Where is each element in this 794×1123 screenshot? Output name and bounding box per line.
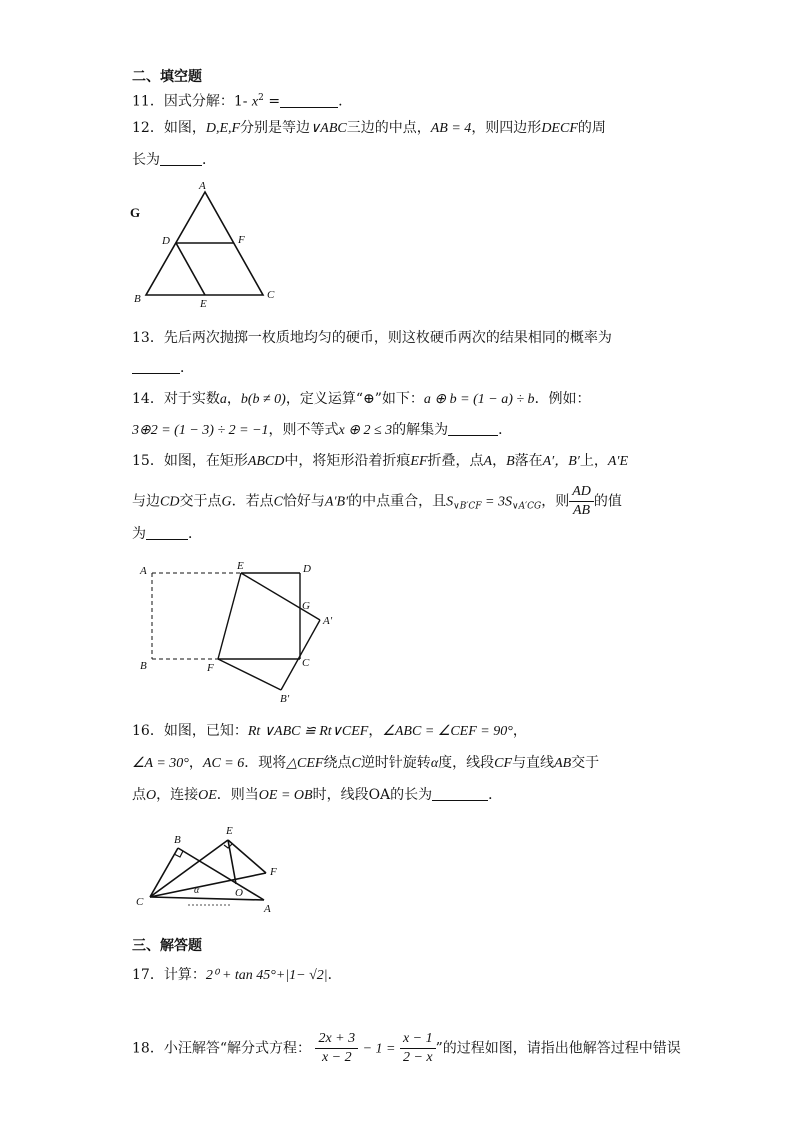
fig12-label-d: D [162, 235, 170, 247]
section-answer: 三、解答题 [132, 938, 202, 954]
q14-text: ．例如： [534, 391, 591, 407]
q16-angle-a: ∠A = 30° [132, 756, 189, 771]
q14-var-a: a [219, 392, 227, 407]
q11-var: x [251, 94, 259, 110]
fig15-label-a: A [140, 565, 147, 577]
q12-text: 的周 [577, 120, 606, 136]
q18-text: 小汪解答“解分式方程： [163, 1040, 311, 1057]
q14-inequality: x ⊕ 2 ≤ 3 [338, 423, 393, 438]
fig16-label-f: F [270, 866, 277, 878]
q12-text: 分别是等边 [240, 120, 311, 136]
q12-given: AB = 4 [430, 121, 472, 136]
section-fill-blank: 二、填空题 [132, 69, 202, 85]
q15-text: 恰好与 [282, 493, 325, 510]
q18-fraction-2: $\frac{x - 1}{2 - x}$ [400, 1030, 436, 1067]
q15-rect: ABCD [247, 454, 285, 469]
q14-var-b: b [240, 392, 248, 407]
q15-crease: EF [410, 454, 428, 469]
q11-exp: 2 [258, 93, 264, 103]
q15-area-2-sub: ∨A′CG [512, 501, 542, 512]
fig15-label-a-prime: A′ [323, 615, 333, 627]
fig16-segment-ba [178, 848, 264, 900]
fig12-label-e: E [200, 298, 207, 310]
q15-eq: = 3 [481, 494, 505, 510]
q17-text: 计算： [163, 967, 206, 983]
q16-text: ．现将 [244, 755, 287, 771]
q16-text: ．则当 [216, 787, 259, 803]
fig16-segment-cb [150, 848, 178, 897]
q16-angles: ∠ABC = ∠CEF = 90° [382, 724, 513, 739]
fig16-label-e: E [226, 825, 233, 837]
q15-area-2: S [505, 494, 512, 510]
q14-end: ． [498, 422, 513, 438]
q12-quad: DECF [541, 121, 578, 136]
q15-text: 为 [132, 526, 146, 542]
q16-ab: AB [554, 756, 572, 771]
q18-mid: − 1 = [362, 1041, 396, 1057]
q16-text: ，连接 [156, 787, 199, 803]
q15-text: 交于点 [179, 493, 222, 510]
fig16-label-alpha: α [194, 885, 200, 896]
q15-text: ．若点 [231, 493, 274, 510]
q14-text: 对于实数 [163, 391, 220, 407]
fig15-label-b-prime: B′ [280, 693, 290, 705]
q18-text: ”的过程如图，请指出他解答过程中错误 [435, 1040, 681, 1057]
fig12-label-f: F [238, 234, 245, 246]
q15-number: 15． [132, 453, 164, 469]
q12-points: D,E,F [205, 121, 241, 136]
q17-number: 17． [132, 967, 164, 983]
q12-triangle: ∨ABC [310, 121, 347, 136]
q14-text: ，则不等式 [268, 422, 339, 438]
fig15-label-d: D [303, 563, 311, 575]
q16-text: 交于 [571, 755, 600, 771]
q15-end: ． [188, 526, 202, 542]
q16-text: 时，线段OA的长为 [312, 787, 433, 803]
q13-text: 先后两次抛掷一枚质地均匀的硬币，则这枚硬币两次的结果相同的概率为 [163, 330, 612, 346]
q17-expression: 2⁰ + tan 45°+|1− √2| [205, 968, 328, 983]
q16-text: ， [512, 723, 527, 739]
q14-text: ”如下： [374, 391, 424, 407]
q15-fraction: $\frac{AD}{AB}$ [569, 483, 594, 520]
q14-number: 14． [132, 391, 164, 407]
fig16-label-o: O [235, 887, 243, 899]
q15-side-cd: CD [160, 494, 180, 510]
question-18 [132, 1030, 681, 1067]
q16-oe: OE [198, 788, 217, 803]
q15-points: A′，B′ [542, 454, 580, 469]
q12-number: 12． [132, 120, 164, 136]
q15-text: ，则 [541, 493, 570, 510]
fig16-label-b: B [174, 834, 181, 846]
q16-text: 绕点 [323, 755, 352, 771]
q15-text: 折叠，点 [427, 453, 484, 469]
q14-operator: ⊕ [363, 391, 375, 407]
fig12-label-a: A [199, 180, 206, 192]
q14-text: ，定义运算“ [285, 391, 364, 407]
q16-congruence: Rt ∨ABC ≌ Rt∨CEF [247, 724, 369, 739]
fig16-right-angle-e [224, 844, 232, 848]
q13-end: ． [180, 360, 194, 376]
q14-definition: a ⊕ b = (1 − a) ÷ b [423, 392, 535, 407]
q15-segment: A′E [607, 454, 629, 469]
q14-text: 的解集为 [392, 422, 449, 438]
q14-example: 3⊕2 = (1 − 3) ÷ 2 = −1 [132, 423, 269, 438]
q12-text: 三边的中点， [346, 120, 431, 136]
q12-text: 长为 [132, 152, 160, 168]
q15-area-1: S [446, 494, 454, 510]
q12-text: ，则四边形 [471, 120, 542, 136]
q16-triangle: △CEF [286, 756, 324, 771]
q15-text: 上， [579, 453, 608, 469]
q11-end: . [338, 93, 343, 110]
q16-text: 点 [132, 787, 146, 803]
q18-fraction-1: $\frac{2x + 3}{x - 2}$ [315, 1030, 358, 1067]
fig15-label-g: G [302, 600, 310, 612]
q16-text: 如图，已知： [163, 723, 248, 739]
q15-text: 与边 [132, 493, 160, 510]
q16-text: 逆时针旋转 [360, 755, 431, 771]
q15-text: ， [492, 453, 507, 469]
q15-point-c: C [273, 494, 283, 510]
q15-point-b: B [506, 454, 515, 469]
q15-segment-ab: A′B′ [324, 494, 349, 510]
q16-text: ， [188, 755, 203, 771]
fig15-label-b: B [140, 660, 147, 672]
q14-condition: (b ≠ 0) [247, 392, 286, 407]
q13-number: 13． [132, 330, 164, 346]
fig15-label-f: F [207, 662, 214, 674]
q11-text: 因式分解：1- [163, 93, 248, 110]
q12-end: ． [202, 152, 216, 168]
q15-area-1-sub: ∨B′CF [453, 501, 482, 512]
q15-point-a: A [483, 454, 493, 469]
q11-number: 11． [132, 93, 164, 110]
q16-alpha: α [430, 756, 439, 771]
q15-text: 的中点重合，且 [348, 493, 447, 510]
fig16-label-a: A [264, 903, 271, 915]
q16-text: 与直线 [512, 755, 555, 771]
q15-text: 如图，在矩形 [163, 453, 248, 469]
q15-text: 的值 [593, 493, 622, 510]
q12-text: 如图， [163, 120, 206, 136]
q18-number: 18． [132, 1040, 164, 1057]
q14-text: ， [226, 391, 241, 407]
q16-ac: AC = 6 [202, 756, 245, 771]
q16-number: 16． [132, 723, 164, 739]
q16-point-o: O [146, 788, 157, 803]
fig15-label-e: E [237, 560, 244, 572]
q11-eq: = [268, 93, 281, 110]
q16-condition: OE = OB [258, 788, 313, 803]
fig16-segment-ca [150, 897, 264, 900]
q15-text: 落在 [514, 453, 543, 469]
fig15-label-c: C [302, 657, 310, 669]
q17-end: ． [327, 967, 342, 983]
q16-cf: CF [494, 756, 513, 771]
fig12-label-b: B [134, 293, 141, 305]
q15-text: 中，将矩形沿着折痕 [284, 453, 411, 469]
q16-point-c: C [351, 756, 361, 771]
q16-text: 度，线段 [438, 755, 495, 771]
q16-text: ， [368, 723, 383, 739]
fig12-stray-glyph: G [130, 205, 141, 220]
q16-end: ． [488, 787, 503, 803]
q15-point-g: G [221, 494, 232, 510]
fig12-label-c: C [267, 289, 275, 301]
question-17 [132, 965, 342, 986]
fig16-label-c: C [136, 896, 144, 908]
